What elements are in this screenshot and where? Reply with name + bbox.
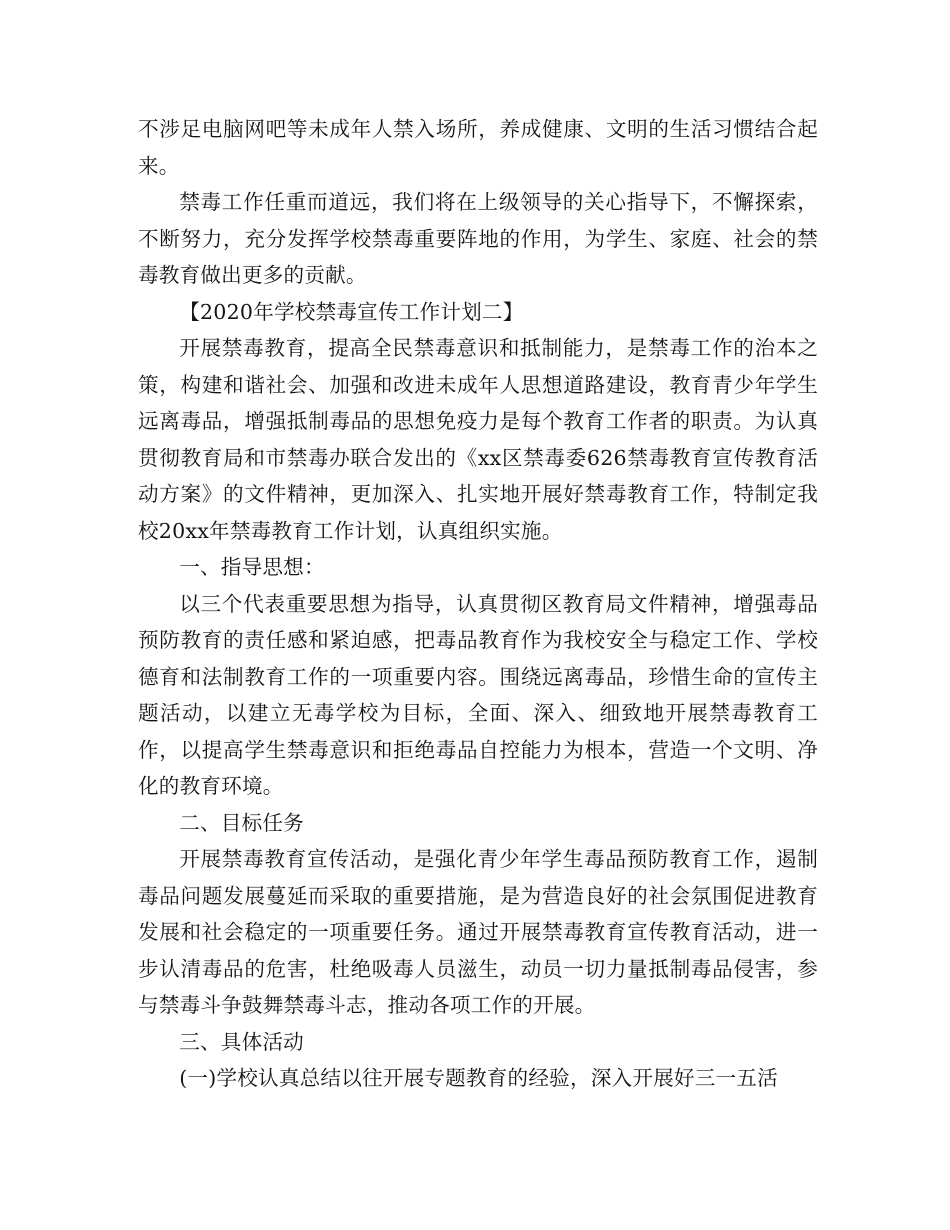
heading-specific-activities: 三、具体活动 [179,1029,304,1054]
document-body [138,111,818,1097]
paragraph-goals-tasks: 开展禁毒教育宣传活动，是强化青少年学生毒品预防教育工作，遏制毒品问题发展蔓延而采取的重要措施，是为营造良好的社会氛围促进教育发展和社会稳定的一项重要任务。通过开展禁毒教育宣传教育活动，进一步认清毒品的危害，杜绝吸毒人员滋生，动员一切力量抵制毒品侵害，参与禁毒斗争鼓舞禁毒斗志，推动各项工作的开展。 [138,847,818,1017]
paragraph-guiding-ideology: 以三个代表重要思想为指导，认真贯彻区教育局文件精神，增强毒品预防教育的责任感和紧迫感，把毒品教育作为我校安全与稳定工作、学校德育和法制教育工作的一项重要内容。围绕远离毒品，珍惜生命的宣传主题活动，以建立无毒学校为目标，全面、深入、细致地开展禁毒教育工作，以提高学生禁毒意识和拒绝毒品自控能力为根本，营造一个文明、净化的教育环境。 [138,591,818,798]
paragraph-closing-remarks: 禁毒工作任重而道远，我们将在上级领导的关心指导下，不懈探索，不断努力，充分发挥学校禁毒重要阵地的作用，为学生、家庭、社会的禁毒教育做出更多的贡献。 [138,190,818,287]
paragraph-continuation: 不涉足电脑网吧等未成年人禁入场所，养成健康、文明的生活习惯结合起来。 [138,117,818,178]
section-title-plan-two: 【2020年学校禁毒宣传工作计划二】 [179,299,524,324]
paragraph-activity-one: (一)学校认真总结以往开展专题教育的经验，深入开展好三一五活 [179,1066,778,1090]
heading-guiding-ideology: 一、指导思想： [179,555,325,579]
heading-goals-tasks: 二、目标任务 [179,810,304,835]
paragraph-introduction: 开展禁毒教育，提高全民禁毒意识和抵制能力，是禁毒工作的治本之策，构建和谐社会、加强和改进未成年人思想道路建设，教育青少年学生远离毒品，增强抵制毒品的思想免疫力是每个教育工作者的职责。为认真贯彻教育局和市禁毒办联合发出的《xx区禁毒委626禁毒教育宣传教育活动方案》的文件精神，更加深入、扎实地开展好禁毒教育工作，特制定我校20xx年禁毒教育工作计划，认真组织实施。 [138,336,818,543]
